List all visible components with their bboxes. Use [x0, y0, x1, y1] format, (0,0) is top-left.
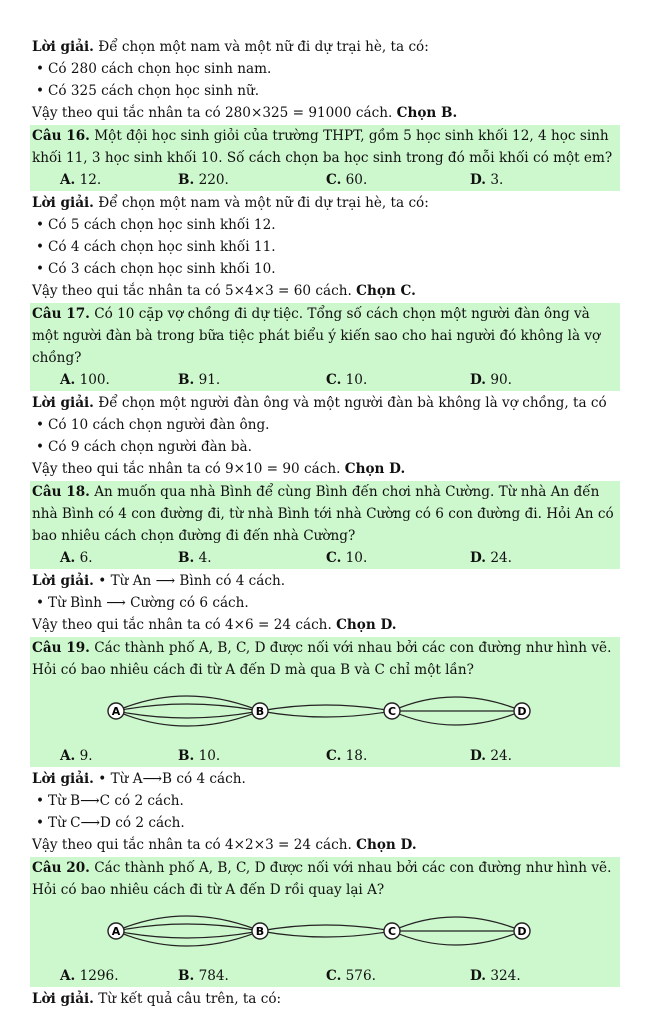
- answer-options: [32, 965, 618, 987]
- node-a-label: A: [111, 925, 121, 938]
- document-page: [32, 36, 618, 1010]
- node-b-label: B: [255, 925, 265, 938]
- option-a[interactable]: A. 100.: [60, 372, 110, 388]
- solution-conclusion: Vậy theo qui tắc nhân ta có 280×325 = 91000 cách. Chọn B.: [32, 105, 458, 121]
- option-b[interactable]: B. 784.: [178, 968, 229, 984]
- option-a[interactable]: A. 1296.: [60, 968, 119, 984]
- option-b[interactable]: B. 10.: [178, 748, 221, 764]
- option-b[interactable]: B. 4.: [178, 550, 212, 566]
- answer-options: [32, 547, 618, 569]
- solution-bullet: • Có 3 cách chọn học sinh khối 10.: [36, 261, 276, 277]
- solution-conclusion: Vậy theo qui tắc nhân ta có 9×10 = 90 cách. Chọn D.: [32, 461, 406, 477]
- option-c[interactable]: C. 576.: [326, 968, 376, 984]
- option-b[interactable]: B. 220.: [178, 172, 229, 188]
- solution-label: Lời giải.: [32, 39, 94, 55]
- solution-bullet: • Có 4 cách chọn học sinh khối 11.: [36, 239, 276, 255]
- question-16: [30, 125, 620, 191]
- option-a[interactable]: A. 6.: [60, 550, 93, 566]
- answer-choice: Chọn B.: [396, 105, 458, 121]
- node-d-label: D: [517, 705, 527, 718]
- solution-bullet: • Có 5 cách chọn học sinh khối 12.: [36, 217, 276, 233]
- road-ab: [116, 931, 260, 938]
- solution-bullet: • Có 9 cách chọn người đàn bà.: [36, 439, 252, 455]
- answer-choice: Chọn D.: [344, 461, 406, 477]
- road-diagram: [32, 681, 618, 745]
- option-d[interactable]: D. 324.: [470, 968, 521, 984]
- road-graph: [104, 905, 544, 961]
- node-c-label: C: [387, 705, 397, 718]
- node-a-label: A: [111, 705, 121, 718]
- answer-options: [32, 369, 618, 391]
- answer-options: [32, 169, 618, 191]
- road-bc: [260, 925, 392, 931]
- solution-conclusion: Vậy theo qui tắc nhân ta có 5×4×3 = 60 cách. Chọn C.: [32, 283, 416, 299]
- option-b[interactable]: B. 91.: [178, 372, 221, 388]
- road-bc: [260, 705, 392, 711]
- option-d[interactable]: D. 3.: [470, 172, 504, 188]
- option-c[interactable]: C. 10.: [326, 372, 368, 388]
- option-c[interactable]: C. 60.: [326, 172, 368, 188]
- road-ab: [116, 711, 260, 718]
- road-cd: [392, 711, 522, 725]
- road-cd: [392, 697, 522, 711]
- option-a[interactable]: A. 9.: [60, 748, 93, 764]
- solution-bullet: • Từ C⟶D có 2 cách.: [36, 815, 185, 831]
- answer-choice: Chọn D.: [356, 837, 417, 853]
- question-text: Câu 18. An muốn qua nhà Bình để cùng Bình đến chơi nhà Cường. Từ nhà An đến nhà Bình có 4 con đường đi, từ nhà Bình tới nhà Cường có 6 con đường đi. Hỏi An có bao nhiêu cách chọn đường đi đến nhà Cường?: [32, 484, 614, 544]
- solution-header: Lời giải. Từ kết quả câu trên, ta có:: [32, 991, 282, 1007]
- solution-header: Lời giải. • Từ An ⟶ Bình có 4 cách.: [32, 573, 286, 589]
- road-ab: [116, 924, 260, 931]
- option-c[interactable]: C. 10.: [326, 550, 368, 566]
- road-diagram: [32, 901, 618, 965]
- question-text: Câu 17. Có 10 cặp vợ chồng đi dự tiệc. Tổng số cách chọn một người đàn ông và một người đàn bà trong bữa tiệc phát biểu ý kiến sao cho hai người đó không là vợ chồng?: [32, 306, 601, 366]
- road-ab: [116, 704, 260, 711]
- solution-conclusion: Vậy theo qui tắc nhân ta có 4×6 = 24 cách. Chọn D.: [32, 617, 397, 633]
- road-cd: [392, 917, 522, 931]
- node-c-label: C: [387, 925, 397, 938]
- solution-conclusion: Vậy theo qui tắc nhân ta có 4×2×3 = 24 cách. Chọn D.: [32, 837, 417, 853]
- solution-header: Lời giải. Để chọn một người đàn ông và một người đàn bà không là vợ chồng, ta có: [32, 395, 607, 411]
- option-a[interactable]: A. 12.: [60, 172, 102, 188]
- solution-header: [32, 36, 618, 58]
- road-graph: [104, 685, 544, 741]
- solution-bullet: • Từ Bình ⟶ Cường có 6 cách.: [36, 595, 249, 611]
- node-d-label: D: [517, 925, 527, 938]
- question-text: Câu 20. Các thành phố A, B, C, D được nối với nhau bởi các con đường như hình vẽ. Hỏi có bao nhiêu cách đi từ A đến D rồi quay lại A?: [32, 860, 612, 898]
- road-bc: [260, 931, 392, 937]
- question-18: [30, 481, 620, 569]
- answer-choice: Chọn C.: [356, 283, 416, 299]
- road-bc: [260, 711, 392, 717]
- question-19: [30, 637, 620, 767]
- option-d[interactable]: D. 90.: [470, 372, 512, 388]
- solution-bullet: • Từ B⟶C có 2 cách.: [36, 793, 184, 809]
- solution-bullet: • Có 10 cách chọn người đàn ông.: [36, 417, 270, 433]
- question-17: [30, 303, 620, 391]
- answer-options: [32, 745, 618, 767]
- solution-header: Lời giải. • Từ A⟶B có 4 cách.: [32, 771, 246, 787]
- question-text: Câu 19. Các thành phố A, B, C, D được nối với nhau bởi các con đường như hình vẽ. Hỏi có bao nhiêu cách đi từ A đến D mà qua B và C chỉ một lần?: [32, 640, 612, 678]
- option-c[interactable]: C. 18.: [326, 748, 368, 764]
- road-cd: [392, 931, 522, 945]
- solution-intro: Để chọn một nam và một nữ đi dự trại hè, ta có:: [93, 39, 429, 55]
- option-d[interactable]: D. 24.: [470, 550, 512, 566]
- answer-choice: Chọn D.: [336, 617, 397, 633]
- solution-bullet: • Có 325 cách chọn học sinh nữ.: [36, 83, 260, 99]
- solution-header: Lời giải. Để chọn một nam và một nữ đi dự trại hè, ta có:: [32, 195, 429, 211]
- node-b-label: B: [255, 705, 265, 718]
- option-d[interactable]: D. 24.: [470, 748, 512, 764]
- question-text: Câu 16. Một đội học sinh giỏi của trường THPT, gồm 5 học sinh khối 12, 4 học sinh khối 11, 3 học sinh khối 10. Số cách chọn ba học sinh trong đó mỗi khối có một em?: [32, 128, 613, 166]
- question-20: [30, 857, 620, 987]
- solution-bullet: • Có 280 cách chọn học sinh nam.: [36, 61, 272, 77]
